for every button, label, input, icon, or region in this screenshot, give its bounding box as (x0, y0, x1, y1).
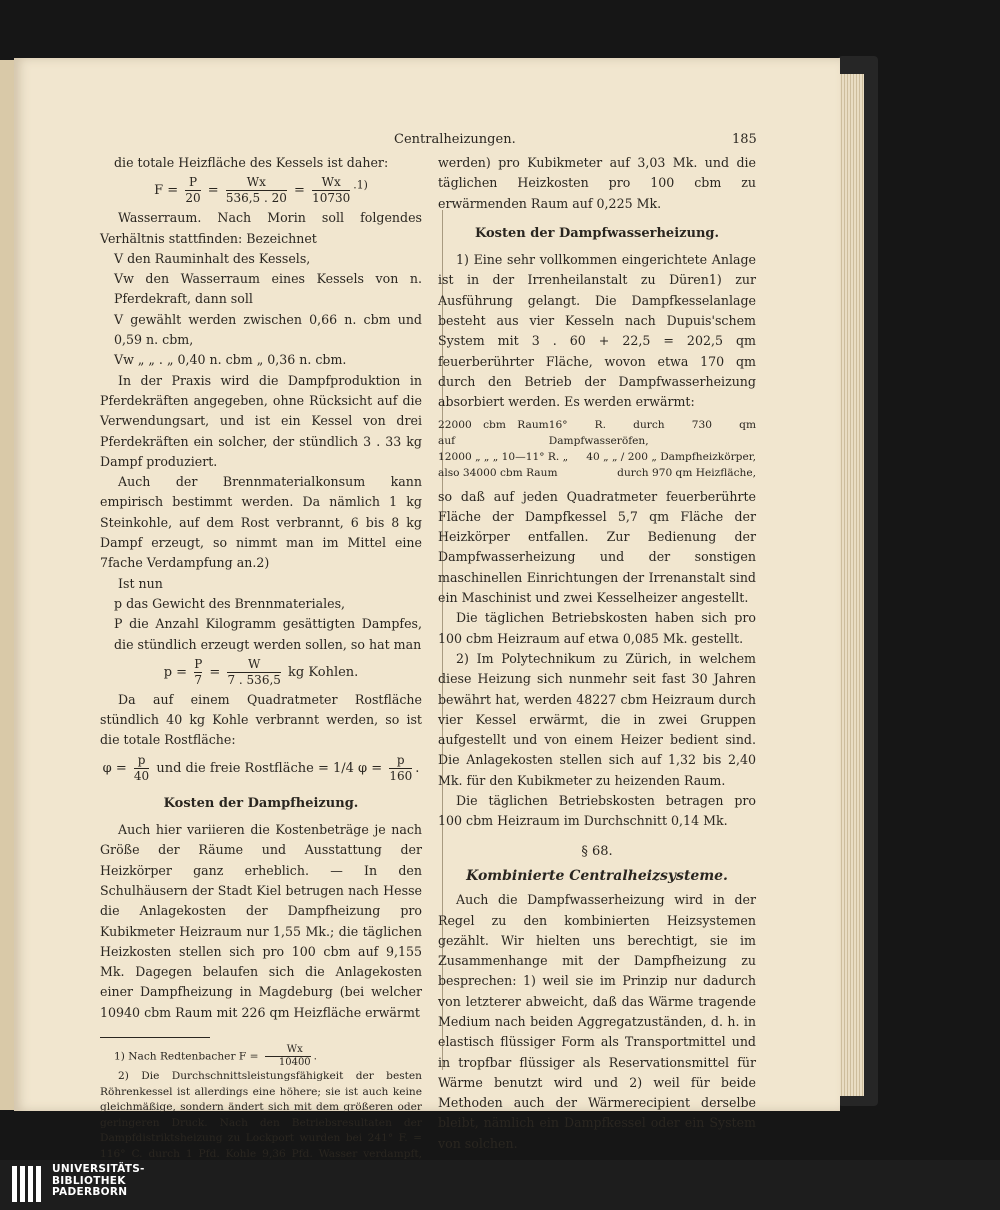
definition-line: Vw den Wasserraum eines Kessels von n. Pferdekraft, dann soll (114, 271, 422, 307)
paragraph: Ist nun (118, 575, 163, 591)
equation-fuel: p = $\frac{P}{7}$ = $\frac{W}{7 . 536,5}$ kg Kohlen. (163, 656, 359, 687)
library-name: UNIVERSITÄTS- BIBLIOTHEK PADERBORN (52, 1163, 145, 1199)
calc-row: also 34000 cbm Raum durch 970 qm Heizfläche, (438, 466, 756, 479)
definition-line: Vw „ „ . „ 0,40 n. cbm „ 0,36 n. cbm. (114, 352, 347, 368)
paragraph: so daß auf jeden Quadratmeter feuerberührte Fläche der Dampfkessel 5,7 qm Fläche der Heizkörper entfallen. Zur Bedienung der Dampfwasserheizung und der sonstigen maschinellen Einrichtungen der Irrenanstalt sind ein Maschinist und zwei Kesselheizer angestellt. (438, 488, 756, 606)
right-column (438, 153, 756, 1160)
section-heading: Kosten der Dampfwasserheizung. (474, 225, 720, 241)
library-logo-icon (12, 1166, 48, 1202)
paragraph: In der Praxis wird die Dampfproduktion in Pferdekräften angegeben, ohne Rücksicht auf die Verwendungsart, und ist ein Kessel von drei Pferdekräften ein solcher, der stündlich 3 . 33 kg Dampf produziert. (100, 372, 422, 469)
paragraph: Auch die Dampfwasserheizung wird in der Regel zu den kombinierten Heizsystemen gezählt. Wir hielten uns berechtigt, sie im Zusammenhange mit der Dampfheizung zu besprechen: 1) weil sie im Prinzip nur dadurch von letzterer abweicht, daß das Wärme tragende Medium nach beiden Aggregatzuständen, d. h. in elastisch flüssiger Form als Transportmittel und in tropfbar flüssiger als Reservationsmittel für Wärme benutzt wird und 2) weil für beide Methoden auch der Wärmerecipient derselbe bleibt, nämlich ein Dampfkessel oder ein System von solchen. (438, 892, 756, 1151)
text-line: die totale Heizfläche des Kessels ist daher: (114, 155, 389, 170)
paragraph: Die täglichen Betriebskosten betragen pro 100 cbm Heizraum im Durchschnitt 0,14 Mk. (438, 793, 756, 829)
definition-line: V gewählt werden zwischen 0,66 n. cbm und 0,59 n. cbm, (114, 311, 422, 348)
definition-line: V den Rauminhalt des Kessels, (114, 250, 311, 266)
paragraph: Auch hier variieren die Kostenbeträge je nach Größe der Räume und Ausstattung der Heizkörper ganz erheblich. — In den Schulhäusern der Stadt Kiel betrugen nach Hesse die Anlagekosten der Dampfheizung pro Kubikmeter Heizraum nur 1,55 Mk.; die täglichen Heizkosten stellen sich pro 100 cbm auf 9,155 Mk. Dagegen belaufen sich die Anlagekosten einer Dampfheizung in Magdeburg (bei welcher 10940 cbm Raum mit 226 qm Heizfläche erwärmt (100, 822, 422, 1020)
footnote-rule (100, 1037, 210, 1038)
page-stack-edge (836, 74, 864, 1096)
definition-line: p das Gewicht des Brennmateriales, (114, 595, 346, 611)
paragraph: 2) Im Polytechnikum zu Zürich, in welchem diese Heizung sich nunmehr seit fast 30 Jahren bewährt hat, werden 48227 cbm Heizraum durch vier Kessel erwärmt, die in zwei Gruppen aufgestellt und von einem Heizer bedient sind. Die Anlagekosten stellen sich auf 1,32 bis 2,40 Mk. für den Kubikmeter zu heizenden Raum. (438, 650, 756, 788)
left-column (100, 153, 422, 1160)
paragraph: Die täglichen Betriebskosten haben sich pro 100 cbm Heizraum auf etwa 0,085 Mk. gestellt. (438, 610, 756, 646)
paragraph: werden) pro Kubikmeter auf 3,03 Mk. und die täglichen Heizkosten pro 100 cbm zu erwärmenden Raum auf 0,225 Mk. (438, 155, 756, 211)
footnote: 1) Nach Redtenbacher F = $\frac{Wx}{10400}$ . (114, 1043, 318, 1068)
footnote: 2) Die Durchschnittsleistungsfähigkeit der besten Röhrenkessel ist allerdings eine höhere; sie ist auch keine gleichmäßige, sondern ändert sich mit dem größeren oder geringeren Druck. Nach den Betriebsresultaten der Dampfdistriktsheizung zu Lockport wurden bei 241° F. = 116° C. durch 1 Pfd. Kohle 9,36 Pfd. Wasser verdampft, (100, 1069, 422, 1160)
paragraph: Wasserraum. Nach Morin soll folgendes Verhältnis stattfinden: Bezeichnet (100, 210, 422, 246)
page-number: 185 (732, 132, 757, 147)
running-title: Centralheizungen. (394, 132, 516, 147)
book-page (14, 58, 840, 1160)
paragraph: Auch der Brennmaterialkonsum kann empirisch bestimmt werden. Da nämlich 1 kg Steinkohle, auf dem Rost verbrannt, 6 bis 8 kg Dampf erzeugt, so nimmt man im Mittel eine 7fache Verdampfung an.2) (100, 474, 422, 571)
definition-line: P die Anzahl Kilogramm gesättigten Dampfes, die stündlich erzeugt werden sollen, so hat man (114, 616, 422, 652)
library-footer (0, 1160, 1000, 1210)
paragraph: 1) Eine sehr vollkommen eingerichtete Anlage ist in der Irrenheilanstalt zu Düren1) zur Ausführung gelangt. Die Dampfkesselanlage besteht aus vier Kesseln nach Dupuis'schem System mit 3 . 60 + 22,5 = 202,5 qm feuerberührter Fläche, wovon etwa 170 qm durch den Betrieb der Dampfwasserheizung absorbiert werden. Es werden erwärmt: (438, 252, 756, 410)
equation-heating-surface: F = $\frac{P}{20}$ = $\frac{Wx}{536,5 . 20}$ = $\frac{Wx}{10730}$ $^{.1)}$ (154, 175, 368, 206)
chapter-heading: Kombinierte Centralheizsysteme. (466, 867, 728, 884)
section-heading: Kosten der Dampfheizung. (163, 795, 359, 811)
calc-row: 22000 cbm Raum auf 16° R. durch 730 qm Dampfwasseröfen, (438, 418, 756, 447)
calc-row: 12000 „ „ „ 10—11° R. „ 40 „ „ / 200 „ Dampfheizkörper, (438, 450, 756, 463)
section-number: § 68. (581, 843, 613, 859)
paragraph: Da auf einem Quadratmeter Rostfläche stündlich 40 kg Kohle verbrannt werden, so ist die totale Rostfläche: (100, 691, 422, 748)
calculation-table (438, 417, 756, 481)
equation-grate: φ = $\frac{p}{40}$ und die freie Rostfläche = 1/4 φ = $\frac{p}{160}$ . (102, 752, 420, 783)
